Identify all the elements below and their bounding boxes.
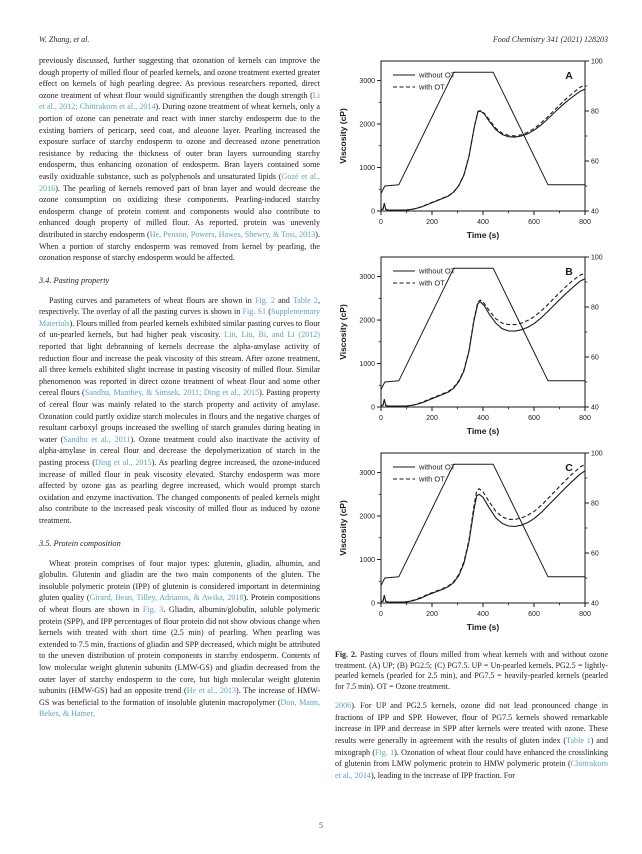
tick-label: 1000 [359, 557, 375, 565]
text-run: ). The increase of HMW-GS was beneficial to the formation of insoluble glutenin macropolymer ( [39, 686, 321, 707]
plot-frame [381, 257, 585, 407]
chart-svg-panel-c [335, 447, 608, 643]
text-run: , respectively. The overlay of all the pasting curves is shown in [39, 295, 320, 317]
tick-label: 100 [591, 450, 603, 458]
tick-label: 400 [477, 415, 489, 422]
series-with-ot [381, 82, 585, 210]
series-temperature-profile [381, 268, 585, 389]
citation-link[interactable]: Girard, Bean, Tilley, Adrianos, & Awika, 2018 [89, 593, 244, 603]
tick-label: 40 [591, 208, 599, 216]
tick-label: 100 [591, 254, 603, 262]
tick-label: 1000 [359, 361, 375, 369]
text-run: ), leading to the increase of IPP fraction. For [370, 770, 515, 780]
tick-label: 200 [426, 611, 438, 618]
tick-label: 200 [426, 219, 438, 226]
series-without-ot [381, 471, 585, 602]
pasting-curve-chart-panel-b [335, 251, 608, 447]
tick-label: 80 [591, 108, 599, 116]
citation-link[interactable]: Li et al., 2012; Chittrakorn et al., 2014 [39, 90, 320, 112]
tick-label: 600 [528, 611, 540, 618]
tick-label: 80 [591, 500, 599, 508]
text-run: ). Protein compositions of wheat flours are shown in [39, 593, 320, 614]
tick-label: 60 [591, 158, 599, 166]
series-with-ot [381, 273, 585, 406]
tick-label: 800 [579, 611, 591, 618]
x-axis-label: Time (s) [466, 426, 500, 436]
tick-label: 400 [477, 219, 489, 226]
citation-link[interactable]: Don, Mann, Bekes, & Hamer, [39, 697, 320, 719]
tick-label: 0 [379, 219, 383, 226]
tick-label: 3000 [359, 274, 375, 282]
tick-label: 2000 [359, 513, 375, 521]
legend-label: with OT [419, 82, 445, 92]
two-column-layout [39, 55, 608, 781]
plot-frame [381, 453, 585, 603]
text-run: ). The pearling of kernels removed part of bran layer and would decrease the ozone consumption on oxidizing these components. Pearling-induced starchy endosperm change of protein content and components would also contribute to enhanced dough property of milled flour. As reported, protein was unevenly distributed in starchy endosperm ( [39, 183, 320, 239]
series-with-ot [381, 464, 585, 602]
tick-label: 1000 [359, 165, 375, 173]
right-column [335, 55, 608, 781]
x-axis-label: Time (s) [466, 230, 500, 240]
tick-label: 2000 [359, 317, 375, 325]
series-temperature-profile [381, 464, 585, 585]
chart-svg-panel-a [335, 55, 608, 251]
text-run: and [275, 295, 293, 305]
text-run: ). As pearling degree increased, the ozone-induced increase of milled flour in peak viscosity elevated. Starchy endosperm was more affected by ozone gas as pearling degree increased, which would prompt starch oxidation and enzyme inactivation. The changed components of pealed kernels might also contribute to the increased peak viscosity of milled flour as induced by ozone treatment. [39, 458, 320, 525]
tick-label: 60 [591, 354, 599, 362]
legend-label: with OT [419, 474, 445, 484]
text-run: ) and mixograph ( [335, 736, 608, 757]
text-run: reported that light debranning of kernels decrease the alpha-amylase activity of reduction flour and increase the peak viscosity of this stream. After ozone treatment, all three kernels exhibited slight increase in pasting viscosity of milled flour. Similar phenomenon was reported in direct ozone treatment of wheat flour and some other cereal flours ( [39, 342, 320, 398]
tick-label: 0 [371, 600, 375, 608]
plot-frame [381, 61, 585, 211]
text-run: ). When a portion of starchy endosperm was removed from kernel by pearling, the ozonation response of starchy endosperm would be affected. [39, 229, 320, 263]
text-run: ). Flours milled from pearled kernels exhibited similar pasting curves to flour of un-pearled kernels, but had higher peak viscosity. [39, 318, 320, 340]
tick-label: 800 [579, 219, 591, 226]
citation-link[interactable]: Supplementary Materials [39, 307, 320, 328]
paragraph-pasting-property [39, 295, 320, 527]
chart-svg-panel-b [335, 251, 608, 447]
citation-link[interactable]: Fig. 1 [375, 747, 395, 757]
series-without-ot [381, 279, 585, 406]
text-run: . Gliadin, albumin/globulin, soluble polymeric protein (SPP), and IPP percentages of flour protein did not show obvious change when kernels with treated with short time (2.5 min) of pearling. When pearling was extended to 7.5 min, fractions of gliadin and SPP decreased, which might be attributed to the uneven distribution of protein components in starchy endosperm. Contents of low molecular weight glutenin subunits (LMW-GS) and gliadin decreased from the outer layer of starchy endosperm to the core, but high molecular weight glutenin subunits (HMW-GS) had an opposite trend ( [39, 604, 320, 696]
citation-link[interactable]: Fig. 2 [254, 295, 276, 305]
citation-link[interactable]: Fig. 3 [142, 604, 164, 614]
figure-2-caption [335, 650, 608, 692]
text-run: previously discussed, further suggesting that ozonation of kernels can improve the dough property of milled flour of pearled kernels, and ozone treatment exerted greater effect on kernels of high pearling degree. As previous researchers reported, direct ozone treatment of wheat flour would significantly strengthen the dough strength ( [39, 56, 320, 100]
citation-link[interactable]: Lin, Liu, Bi, and Li (2012) [224, 330, 320, 340]
citation-link[interactable]: Table 1 [566, 736, 591, 746]
text-run: Wheat protein comprises of four major types: glutenin, gliadin, albumin, and globulin. Glutenin and gliadin are the two main components of the gluten. The insoluble polymeric protein (IPP) of glutenin is considered important in determining gluten quality ( [39, 558, 320, 603]
text-run: ). Pasting property of cereal flour was mainly related to the starch property and activity of amylase. Ozonation could partly oxidize starch molecules in flours and the negative charges of resultant carboxyl groups increased the swelling of starch granules during heating in water ( [39, 388, 320, 444]
tick-label: 2000 [359, 121, 375, 129]
citation-link[interactable]: Chittrakorn et al., 2014 [335, 759, 608, 780]
y-axis-label: Viscosity (cP) [338, 304, 348, 360]
tick-label: 200 [426, 415, 438, 422]
citation-link[interactable]: He, Penson, Powers, Hawes, Shewry, & Tosi, 2013 [149, 229, 316, 239]
tick-label: 40 [591, 404, 599, 412]
panel-letter: A [565, 70, 573, 82]
tick-label: 800 [579, 415, 591, 422]
panel-letter: B [565, 266, 573, 278]
tick-label: 3000 [359, 78, 375, 86]
tick-label: 600 [528, 219, 540, 226]
y-axis-label: Viscosity (cP) [338, 108, 348, 164]
text-run: ). Ozonation of wheat flour could have enhanced the crosslinking of glutenin from LMW polymeric protein to HMW polymeric protein ( [335, 747, 608, 769]
text-run: ( [266, 307, 271, 317]
pasting-curve-chart-panel-a [335, 55, 608, 251]
page-number: 5 [319, 821, 323, 830]
citation-link[interactable]: Ding et al., 2015 [95, 458, 152, 467]
legend-label: without OT [419, 462, 456, 472]
header-journal-ref: Food Chemistry 341 (2021) 128203 [492, 35, 608, 44]
tick-label: 0 [379, 611, 383, 618]
legend-label: with OT [419, 278, 445, 288]
tick-label: 60 [591, 550, 599, 558]
paragraph-protein-composition [39, 558, 320, 720]
text-run: Pasting curves of flours milled from wheat kernels with and without ozone treatment. (A) UP; (B) PG2.5; (C) PG7.5. UP = Un-pearled kernels, PG2.5 = lightly-pearled kernels (pearled for 2.5 min), and PG7.5 = heavily-pearled kernels (pearled for 7.5 min). OT = Ozone treatment. [335, 650, 609, 691]
panel-letter: C [565, 462, 573, 474]
text-run: Pasting curves and parameters of wheat flours are shown in [49, 295, 255, 305]
citation-link[interactable]: Fig. S1 [242, 307, 267, 317]
tick-label: 400 [477, 611, 489, 618]
citation-link[interactable]: Sandhu, Manthey, & Simsek, 2011; Ding et al., 2015 [84, 388, 260, 398]
page-header [39, 35, 608, 44]
paragraph-protein-continued [335, 700, 608, 781]
tick-label: 0 [379, 415, 383, 422]
legend-label: without OT [419, 266, 456, 276]
citation-link[interactable]: He et al., 2013 [186, 686, 237, 696]
series-without-ot [381, 89, 585, 210]
section-heading-protein-composition: 3.5. Protein composition [39, 538, 121, 548]
citation-link[interactable]: Gozé et al., 2016 [39, 171, 320, 193]
series-temperature-profile [381, 72, 585, 193]
paragraph-ozonation-discussion [39, 55, 320, 264]
tick-label: 0 [371, 208, 375, 216]
tick-label: 100 [591, 58, 603, 66]
text-run: ). During ozone treatment of wheat kernels, only a portion of ozone can penetrate and react with inner starchy endosperm due to the existing barriers of pericarp, seed coat, and aleuone layer. Pearling increased the exposure surface of starchy endosperm to ozone and decreased ozone penetration resistance by reducing the thickness of outer bran layers surrounding starchy endosperm, thus enhancing ozonation of endosperm. Bran layers contained some easily oxidizable substance, such as polyphenols and unsaturated lipids ( [39, 102, 320, 181]
tick-label: 0 [371, 404, 375, 412]
tick-label: 40 [591, 600, 599, 608]
text-run: ). Ozone treatment could also inactivate the activity of alpha-amylase in cereal flour and decrease the depolymerization of starch in the pasting process ( [39, 434, 320, 467]
legend-label: without OT [419, 70, 456, 80]
citation-link[interactable]: 2006 [335, 701, 352, 711]
text-run: ). For UP and PG2.5 kernels, ozone did not lead pronounced change in fractions of IPP and SPP. However, flour of PG7.5 kernels showed remarkable increase in IPP and decrease in SPP after kernels were treated with ozone. These results were generally in agreement with the results of gluten index ( [335, 701, 608, 746]
y-axis-label: Viscosity (cP) [338, 500, 348, 556]
section-heading-pasting-property: 3.4. Pasting property [39, 275, 110, 285]
tick-label: 80 [591, 304, 599, 312]
citation-link[interactable]: Table 2 [292, 295, 318, 305]
tick-label: 600 [528, 415, 540, 422]
tick-label: 3000 [359, 470, 375, 478]
left-column [39, 55, 320, 781]
citation-link[interactable]: Sandhu et al., 2011 [63, 434, 131, 444]
header-authors: W. Zhang, et al. [39, 35, 90, 44]
text-run: Fig. 2. [335, 650, 357, 659]
pasting-curve-chart-panel-c [335, 447, 608, 643]
x-axis-label: Time (s) [466, 622, 500, 632]
